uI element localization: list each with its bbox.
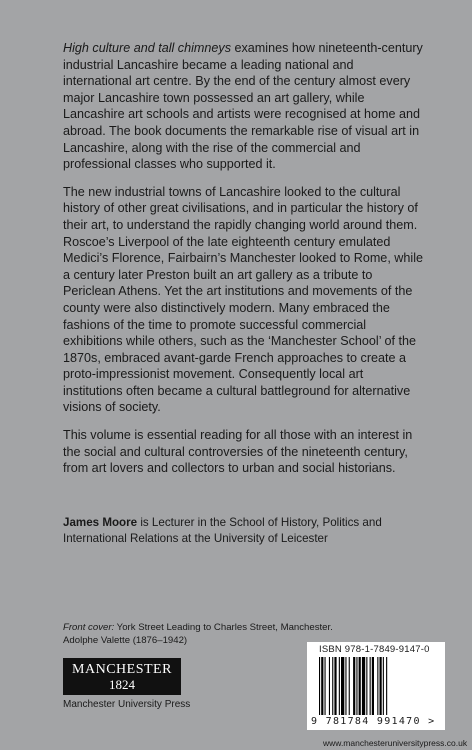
barcode-panel — [307, 642, 445, 730]
cover-credit-artist: Adolphe Valette (1876–1942) — [63, 635, 188, 646]
publisher-name: Manchester University Press — [63, 699, 191, 710]
book-title: High culture and tall chimneys — [63, 41, 231, 55]
blurb-paragraph-3: This volume is essential reading for all those with an interest in the social and cultural controversies of the nineteenth century, from art lovers and collectors to urban and social historians. — [63, 428, 413, 476]
barcode-icon — [319, 657, 429, 715]
blurb-paragraph-2: The new industrial towns of Lancashire looked to the cultural history of other great civilisations, and in particular the history of their art, to understand the rapidly changing world around them. Roscoe’s Liverpool of the late eighteenth century emulated Medici’s Florence, Fairbairn’s Manchester looked to Rome, while a century later Preston built an art gallery as a tribute to Periclean Athens. Yet the art institutions and movements of the county were also distinctively modern. Many embraced the fashions of the time to promote successful commercial exhibitions while others, such as the ‘Manchester School’ of the 1870s, embraced avant-garde French approaches to create a proto-impressionist movement. Consequently local art institutions often became a cultural battleground for alternative visions of society. — [63, 184, 424, 415]
logo-year: 1824 — [109, 677, 135, 692]
cover-credit-label: Front cover: — [63, 622, 115, 633]
author-name: James Moore — [63, 516, 138, 529]
author-bio — [63, 515, 423, 547]
publisher-logo-box — [63, 658, 181, 695]
publisher-website: www.manchesteruniversitypress.co.uk — [323, 738, 468, 748]
publisher-logo — [63, 658, 191, 710]
author-bio-text: is Lecturer in the School of History, Politics and International Relations at the University of Leicester — [63, 516, 382, 545]
blurb-paragraph-1 — [63, 40, 423, 173]
barcode-digits: 9 781784 991470 > — [311, 716, 436, 727]
cover-credit-title: York Street Leading to Charles Street, Manchester. — [114, 622, 333, 633]
isbn-text: ISBN 978-1-7849-9147-0 — [319, 644, 430, 655]
blurb-paragraph-1-text: examines how nineteenth-century industrial Lancashire became a leading national and international art centre. By the end of the century almost every major Lancashire town possessed an art gallery, while Lancashire art schools and artists were recognised at home and abroad. The book documents the remarkable rise of visual art in Lancashire, along with the rise of the commercial and professional classes who supported it. — [63, 41, 423, 172]
blurb-text — [63, 40, 423, 488]
logo-wordmark: MANCHESTER — [72, 662, 172, 677]
